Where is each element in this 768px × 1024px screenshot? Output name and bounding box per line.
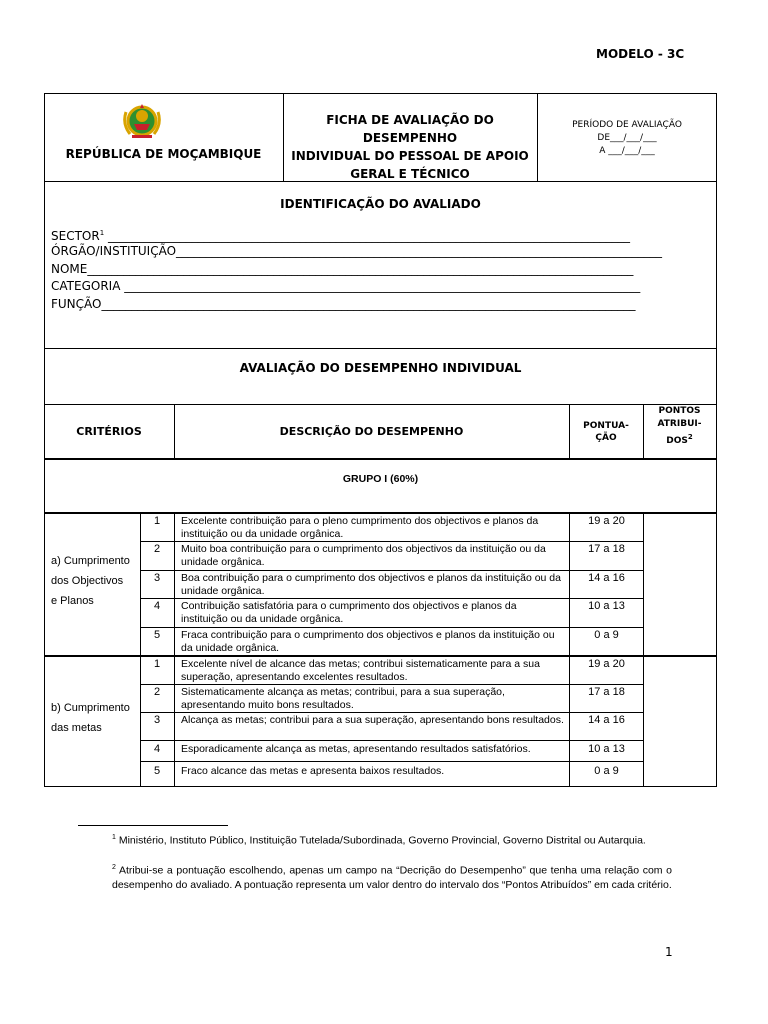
row-score: 10 a 13 — [588, 743, 625, 755]
row-number: 1 — [153, 658, 161, 670]
footnote-separator — [78, 825, 228, 826]
row-number: 5 — [153, 765, 161, 777]
row-number: 1 — [153, 515, 161, 527]
page-number: 1 — [665, 945, 673, 959]
row-description[interactable]: Excelente contribuição para o pleno cumprimento dos objectivos e planos da instituição ou da unidade orgânica. — [181, 515, 539, 540]
category-field[interactable]: CATEGORIA ______________________________________________________________________________________ — [51, 279, 641, 293]
row-description[interactable]: Sistematicamente alcança as metas; contribui, para a sua superação, apresentando muito bons resultados. — [181, 686, 505, 711]
row-score: 17 a 18 — [588, 543, 625, 555]
group-title: GRUPO I (60%) — [342, 473, 419, 485]
row-score: 10 a 13 — [588, 600, 625, 612]
institution-field[interactable]: ÓRGÃO/INSTITUIÇÃO_________________________________________________________________________________ — [51, 244, 663, 258]
points-header: PONTOS ATRIBUI- DOS$^2$ — [657, 406, 702, 446]
name-field[interactable]: NOME___________________________________________________________________________________________ — [51, 262, 634, 276]
row-score: 0 a 9 — [594, 629, 619, 641]
row-score: 14 a 16 — [588, 714, 625, 726]
row-score: 14 a 16 — [588, 572, 625, 584]
row-score: 19 a 20 — [588, 658, 625, 670]
criteria-header: CRITÉRIOS — [76, 425, 142, 438]
score-header: PONTUA- ÇÃO — [583, 421, 629, 443]
row-description[interactable]: Fraco alcance das metas e apresenta baixos resultados. — [181, 765, 445, 777]
model-label: MODELO - 3C — [596, 47, 685, 61]
criterion-b-label: b) Cumprimento das metas — [51, 702, 130, 734]
republic-name: REPÚBLICA DE MOÇAMBIQUE — [65, 147, 262, 161]
criterion-a-label: a) Cumprimento dos Objectivos e Planos — [51, 555, 130, 607]
description-header: DESCRIÇÃO DO DESEMPENHO — [279, 425, 464, 438]
row-description[interactable]: Muito boa contribuição para o cumprimento dos objectivos da instituição ou da unidade orgânica. — [181, 543, 546, 568]
row-description[interactable]: Excelente nível de alcance das metas; contribui sistematicamente para a sua superação, apresentando excelentes resultados. — [181, 658, 540, 683]
footnote-1: $^1$ Ministério, Instituto Público, Instituição Tutelada/Subordinada, Governo Provincial, Governo Distrital ou Autarquia. — [112, 834, 646, 847]
row-score: 19 a 20 — [588, 515, 625, 527]
row-description[interactable]: Esporadicamente alcança as metas, apresentando resultados satisfatórios. — [181, 743, 531, 755]
form-title: FICHA DE AVALIAÇÃO DO DESEMPENHO INDIVIDUAL DO PESSOAL DE APOIO GERAL E TÉCNICO — [291, 113, 529, 181]
row-number: 2 — [153, 686, 161, 698]
row-number: 4 — [153, 743, 161, 755]
row-description[interactable]: Contribuição satisfatória para o cumprimento dos objectivos e planos da instituição ou da unidade orgânica. — [181, 600, 517, 625]
row-description[interactable]: Alcança as metas; contribui para a sua superação, apresentando bons resultados. — [181, 714, 564, 726]
evaluation-period: PERÍODO DE AVALIAÇÃO DE___/___/___ A ___/___/___ — [572, 120, 682, 156]
row-score: 0 a 9 — [594, 765, 619, 777]
row-number: 4 — [153, 600, 161, 612]
row-description[interactable]: Fraca contribuição para o cumprimento dos objectivos e planos da instituição ou da unidade orgânica. — [181, 629, 555, 654]
row-number: 2 — [153, 543, 161, 555]
row-number: 5 — [153, 629, 161, 641]
row-score: 17 a 18 — [588, 686, 625, 698]
evaluation-title: AVALIAÇÃO DO DESEMPENHO INDIVIDUAL — [239, 361, 522, 375]
sector-field[interactable]: SECTOR$^1$ _______________________________________________________________________________________ — [51, 229, 630, 243]
identification-title: IDENTIFICAÇÃO DO AVALIADO — [280, 197, 481, 211]
row-description[interactable]: Boa contribuição para o cumprimento dos objectivos e planos da instituição ou da unidade orgânica. — [181, 572, 561, 597]
row-number: 3 — [153, 572, 161, 584]
row-number: 3 — [153, 714, 161, 726]
footnote-2: $^2$ Atribui-se a pontuação escolhendo, apenas um campo na “Decrição do Desempenho” que tenha uma relação com o desempenho do avaliado. A pontuação representa um valor dentro do intervalo dos “Pontos Atribuídos” em cada critério. — [112, 864, 672, 891]
mozambique-emblem-icon — [120, 102, 164, 140]
function-field[interactable]: FUNÇÃO_________________________________________________________________________________________ — [51, 297, 636, 311]
